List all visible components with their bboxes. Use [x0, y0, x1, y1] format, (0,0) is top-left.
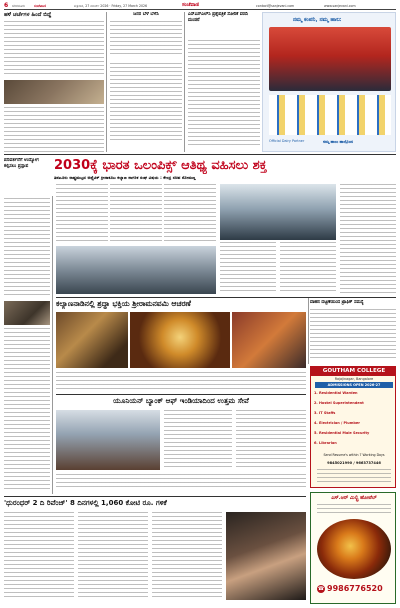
kicker-text: ಪರಿವರ್ತನೆಗೆ ಉದ್ಯೋಗ ಕಲ್ಪಿಸಲು ಪ್ರಸ್ತಾಪ: [4, 158, 39, 169]
college-ad-item-1: 1. Residential Warden: [314, 391, 358, 395]
section-rule: [4, 154, 396, 155]
main-photo-ceremony: [56, 246, 216, 294]
top-left-body-2: [4, 107, 104, 155]
left-column-body: [4, 198, 50, 298]
section-rule: [4, 496, 306, 497]
main-body-col5: [280, 242, 336, 294]
place-label: ಬೆಂಗಳೂರು: [12, 4, 26, 8]
story2-photo-devotees: [232, 312, 306, 368]
story2-body: [56, 372, 306, 392]
college-ad-item-2: 2. Hostel Superintendent: [314, 401, 364, 405]
restaurant-ad-text: [317, 504, 391, 516]
left-column-photo: [4, 301, 50, 325]
main-subhead: ತಿಪಟೂರು ರಾಷ್ಟ್ರಮಟ್ಟದ ಅಥ್ಲೆಟಿಕ್ ಕ್ರೀಡಾಕೂಟ ಕಲ್ಯಾಣ ನಾಗರಿಕ ಸಂಘ ವಿಷಯ : ಕೇಂದ್ರ ಸಚಿವ ಸೋಮಣ್ಣ: [54, 175, 196, 180]
top-left-story: [4, 12, 104, 152]
left-column: [4, 198, 50, 494]
column-divider: [52, 196, 53, 494]
dairy-ad-tagline: ನಮ್ಮ ಕಂಪನಿ, ನಮ್ಮ ಹಾಲು: [293, 17, 342, 23]
top-left-body: [4, 21, 104, 77]
page-header: [4, 2, 396, 10]
top-mid-body: [110, 21, 182, 57]
main-body-col1: [56, 184, 108, 244]
brand-name: ಸಂಜೆವಾಣಿ: [34, 4, 46, 8]
story3-body-1: [164, 410, 232, 470]
phone-icon: ☎: [317, 586, 325, 592]
main-body-col2: [110, 184, 162, 244]
story2-photo-procession: [56, 312, 128, 368]
story3-headline: ಯೂನಿಯನ್ ಬ್ಯಾಂಕ್ ಆಫ್ ಇಂಡಿಯಾದಿಂದ ಉತ್ತಮ ಸೇವೆ: [113, 396, 249, 405]
college-ad-item-3: 3. IT Staffs: [314, 411, 336, 415]
top-mid2-headline: ಎಸ್‌ಎಸ್‌ಎಲ್‌ಸಿ ಪ್ರಶ್ನೆಪತ್ರಿಕೆ ಸೋರಿಕೆ ವರದಿ ಮಂಡನೆ: [188, 12, 248, 23]
college-ad-title: GOUTHAM COLLEGE: [311, 367, 396, 376]
college-ad-cta: Send Resume's within 7 Working Days: [323, 453, 385, 457]
story4-headline: 'ಧುರಂಧರ್ 2 ದಿ ರಿವೆಂಜ್' 8 ದಿನಗಳಲ್ಲಿ 1,060 ಕೋಟಿ ರೂ. ಗಳಿಕೆ: [4, 499, 167, 507]
dairy-ad-players-photo: [269, 27, 391, 91]
story4-photo-actor: [226, 512, 306, 600]
dairy-ad-brand: ನಮ್ಮ ಹಾಲು ಹಾಲ್ಗೊಂಡ: [323, 139, 353, 144]
main-photo-officials: [220, 184, 336, 240]
story4-body-3: [152, 512, 222, 600]
dairy-ad[interactable]: [262, 12, 396, 152]
main-kicker: [4, 158, 50, 194]
college-ad-item-6: 6. Librarian: [314, 441, 337, 445]
story2-photo-deity: [130, 312, 230, 368]
story3-body-3: [56, 474, 306, 490]
top-mid-body-2: [110, 63, 182, 143]
story3-photo-bank: [56, 410, 160, 470]
column-divider: [106, 12, 107, 152]
contact-email[interactable]: contact@sanjevani.com: [256, 4, 295, 8]
dairy-ad-caption: Official Dairy Partner: [269, 139, 305, 143]
right-column: [340, 184, 396, 294]
right-column-body: [340, 184, 396, 294]
story3-body-2: [236, 410, 306, 470]
restaurant-ad-food-photo: [317, 519, 391, 579]
page-number: 6: [4, 2, 9, 9]
story2-headline: ಕಲ್ಯಾಣನಾಡಿನಲ್ಲಿ ಶ್ರದ್ಧಾ ಭಕ್ತಿಯ ಶ್ರೀರಾಮನವಮಿ ಆಚರಣೆ: [56, 299, 191, 308]
story2-side: [310, 300, 396, 364]
section-rule: [56, 297, 396, 298]
left-column-body-2: [4, 328, 50, 492]
restaurant-ad-title: ಎಸ್.ಆರ್ ಮಿಲ್ಟ್ರಿ ಹೋಟೆಲ್: [331, 495, 377, 501]
brand-logo: ಸಂಜೆವಾಣಿ: [182, 2, 199, 8]
column-divider: [184, 12, 185, 152]
main-body-col3: [164, 184, 216, 244]
story2-side-headline: ವಾಹನ ದಟ್ಟಣೆಯಿಂದ ಟ್ರಾಫಿಕ್ ಸಮಸ್ಯೆ: [310, 300, 364, 305]
restaurant-ad[interactable]: [310, 492, 396, 604]
story4-body-1: [4, 512, 74, 600]
top-left-photo: [4, 80, 104, 104]
restaurant-ad-phone[interactable]: 9986776520: [327, 584, 383, 593]
top-left-headline: ಹಳೆ ಚರ್ಚೆಗಳ ಹಿಂದೆ ಬಿದ್ದೆ: [4, 12, 52, 18]
college-ad-location: Rajajinagar, Bangalore: [334, 377, 374, 381]
section-rule: [56, 394, 306, 395]
college-ad[interactable]: [310, 366, 396, 488]
story4-body-2: [78, 512, 148, 600]
main-headline: 2030ಕ್ಕೆ ಭಾರತ ಒಲಂಪಿಕ್ಸ್ ಆತಿಥ್ಯ ವಹಿಸಲು ಶಕ್ತ: [54, 158, 267, 173]
dairy-ad-products: [269, 95, 391, 135]
top-mid2-body: [188, 40, 260, 148]
college-ad-phone[interactable]: 9845021990 / 9663737446: [327, 461, 381, 465]
column-divider: [308, 298, 309, 364]
dateline: ಶುಕ್ರವಾರ, 27 ಮಾರ್ಚ್ 2026 · Friday, 27 March 2026: [74, 4, 148, 8]
top-mid2-story: [188, 12, 260, 152]
top-mid-story: [110, 12, 182, 152]
college-ad-item-5: 5. Residential Male Security: [314, 431, 370, 435]
website-link[interactable]: www.sanjevani.com: [324, 4, 356, 8]
main-body-col4: [220, 242, 276, 294]
college-ad-item-4: 4. Electrician / Plumber: [314, 421, 360, 425]
story2-side-body: [310, 309, 396, 359]
college-ad-admissions: ADMISSIONS OPEN 2026-27: [315, 382, 393, 388]
top-mid-headline: ಜನರ ಬೆಳೆ ಬೆಳೆಸಿ: [133, 12, 159, 17]
college-ad-address: [317, 469, 391, 485]
